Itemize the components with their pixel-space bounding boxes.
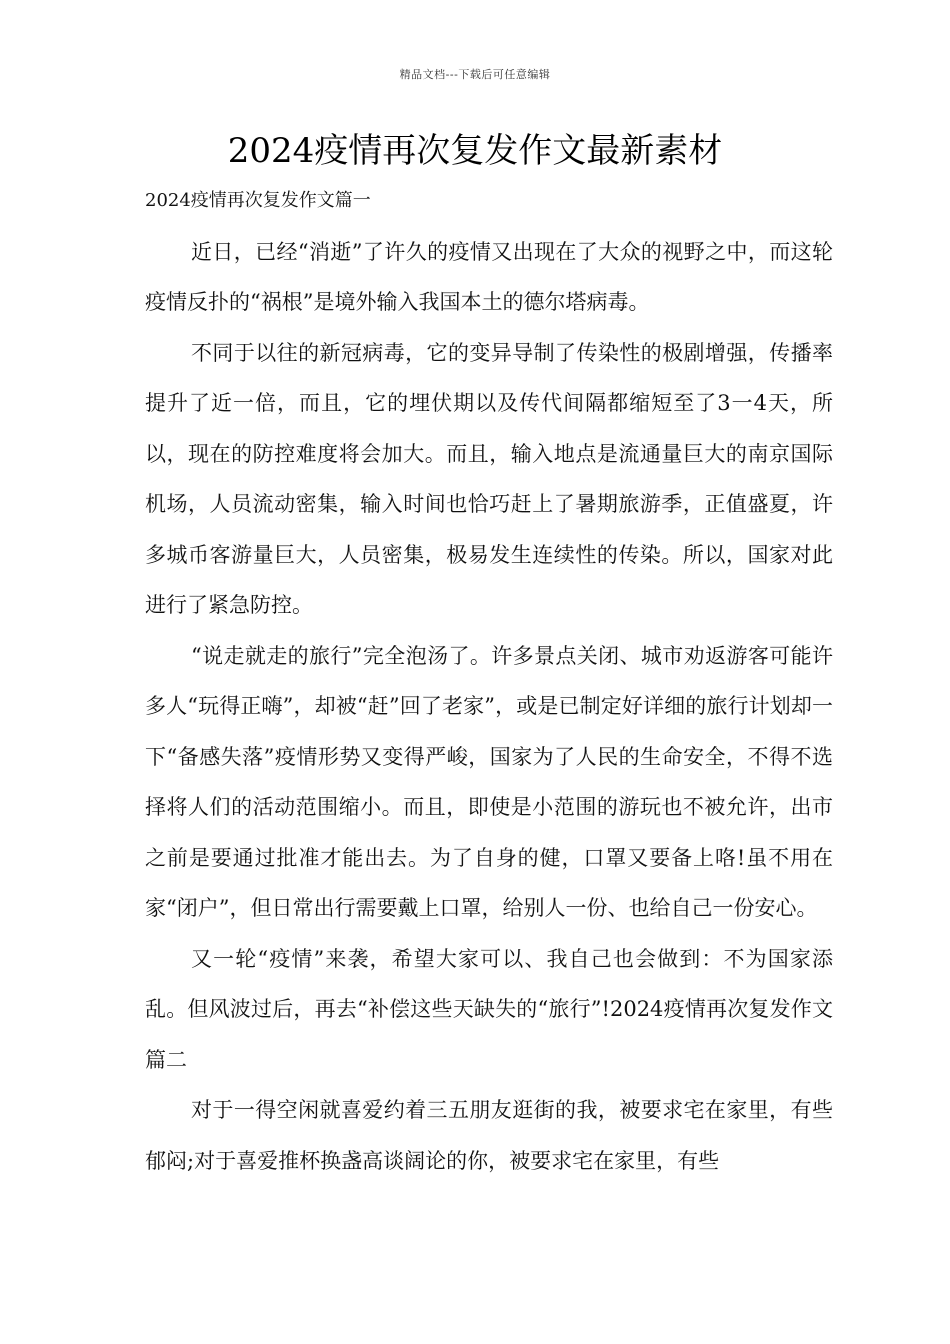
section-heading: 2024疫情再次复发作文篇一 — [145, 190, 371, 211]
paragraph: 近日，已经“消逝”了许久的疫情又出现在了大众的视野之中，而这轮疫情反扑的“祸根”是境外输入我国本土的德尔塔病毒。 — [145, 239, 833, 314]
paragraph: “说走就走的旅行”完全泡汤了。许多景点关闭、城市劝返游客可能许多人“玩得正嗨”，却被“赶”回了老家”，或是已制定好详细的旅行计划却一下“备感失落”疫情形势又变得严峻，国家为了人民的生命安全，不得不选择将人们的活动范围缩小。而且，即使是小范围的游玩也不被允许，出市之前是要通过批准才能出去。为了自身的健，口罩又要备上咯!虽不用在家“闭户”，但日常出行需要戴上口罩，给别人一份、也给自己一份安心。 — [145, 643, 833, 920]
paragraph: 又一轮“疫情”来袭，希望大家可以、我自己也会做到：不为国家添乱。但风波过后，再去“补偿这些天缺失的“旅行”!2024疫情再次复发作文篇二 — [145, 946, 833, 1072]
document-body — [145, 176, 833, 1186]
header-note: 精品文档---下载后可任意编辑 — [399, 68, 551, 81]
paragraph: 对于一得空闲就喜爱约着三五朋友逛街的我，被要求宅在家里，有些郁闷;对于喜爱推杯换盏高谈阔论的你，被要求宅在家里，有些 — [145, 1098, 833, 1173]
document-title: 2024疫情再次复发作文最新素材 — [227, 131, 723, 171]
paragraph: 不同于以往的新冠病毒，它的变异导制了传染性的极剧增强，传播率提升了近一倍，而且，它的埋伏期以及传代间隔都缩短至了3一4天，所以，现在的防控难度将会加大。而且，输入地点是流通量巨大的南京国际机场，人员流动密集，输入时间也恰巧赶上了暑期旅游季，正值盛夏，许多城币客游量巨大，人员密集，极易发生连续性的传染。所以，国家对此进行了紧急防控。 — [145, 340, 833, 617]
